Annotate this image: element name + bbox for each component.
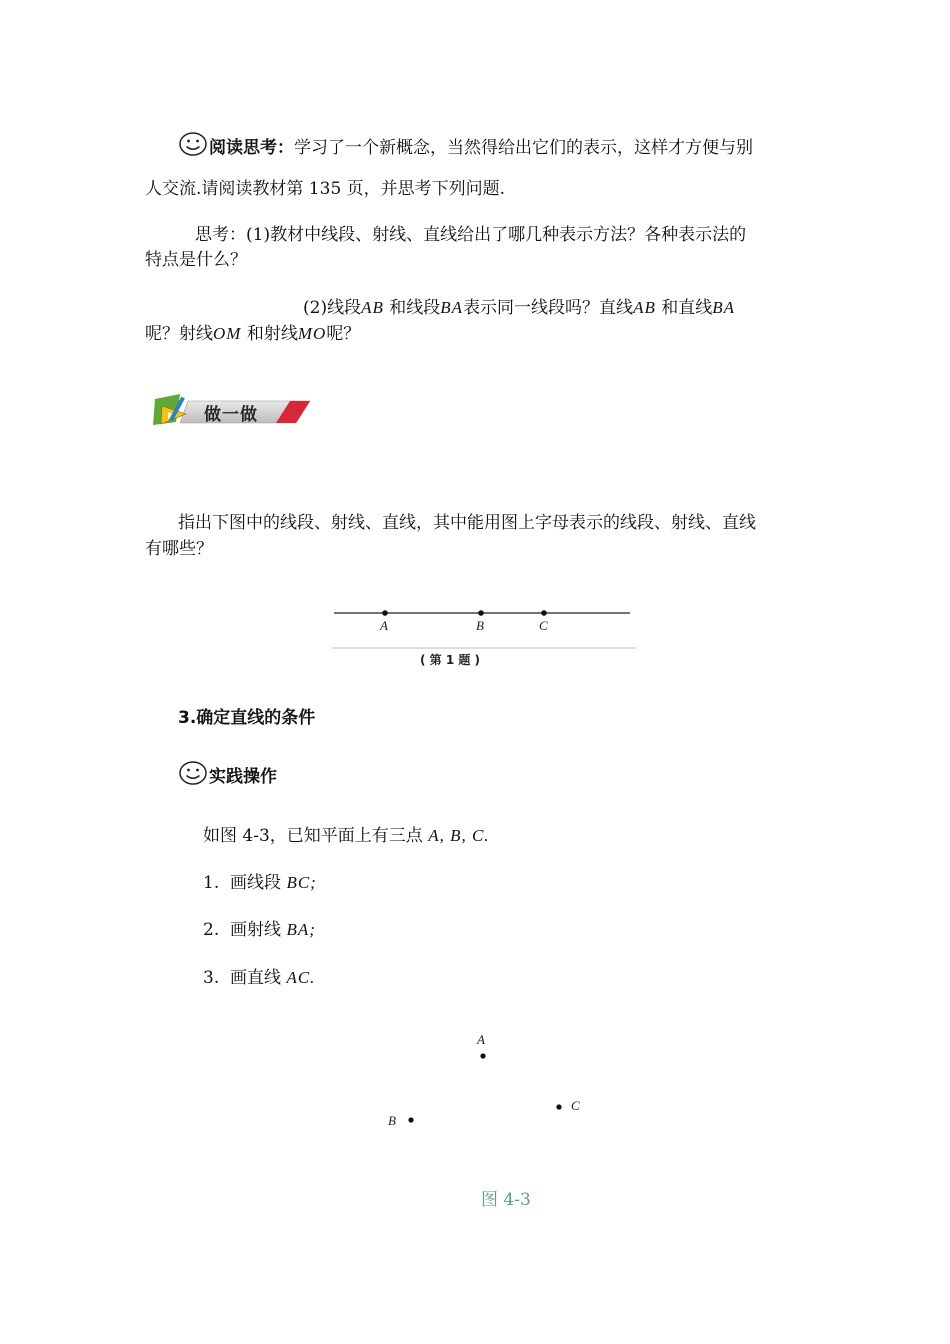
- figure-1-point-c: [541, 610, 547, 616]
- symbol-ba-2: BA: [712, 298, 736, 317]
- q2-text-c: 表示同一线段吗？直线: [463, 298, 634, 318]
- task-item-symbol: AC.: [286, 968, 316, 987]
- task-item: [203, 966, 315, 990]
- q3-text-c: 呢？: [326, 324, 361, 344]
- practice-heading: 实践操作: [209, 767, 277, 787]
- symbol-ab-1: AB: [361, 298, 384, 317]
- task-intro-text: 如图 4-3，已知平面上有三点: [203, 826, 429, 846]
- figure-1-caption: ( 第 1 题 ): [420, 653, 481, 667]
- activity-banner: [150, 392, 312, 432]
- figure-1-label-a: A: [380, 618, 388, 633]
- q3-text-b: 和射线: [246, 324, 298, 344]
- task-item-text: 画直线: [230, 968, 287, 988]
- task-item-symbol: BA;: [286, 920, 316, 939]
- task-item-text: 画射线: [230, 920, 287, 940]
- symbol-mo: MO: [297, 324, 327, 343]
- task-item-symbol: BC;: [286, 873, 317, 892]
- think-line-1: 思考：(1)教材中线段、射线、直线给出了哪几种表示方法？各种表示法的: [195, 225, 747, 245]
- figure-1: [332, 600, 638, 672]
- think-question-3: [145, 322, 360, 346]
- figure-4-3-label-c: C: [571, 1098, 580, 1113]
- figure-4-3-label-b: B: [388, 1113, 396, 1128]
- figure-1-diagram: [332, 600, 638, 652]
- reading-heading: 阅读思考：: [209, 138, 294, 158]
- task-intro: [203, 824, 490, 848]
- q2-text-b: 和线段: [389, 298, 441, 318]
- figure-1-point-b: [478, 610, 484, 616]
- symbol-ab-2: AB: [633, 298, 656, 317]
- symbol-ba-1: BA: [440, 298, 464, 317]
- figure-4-3: [380, 1030, 600, 1140]
- figure-4-3-label-a: A: [477, 1032, 485, 1047]
- figure-4-3-diagram: [380, 1030, 600, 1140]
- task-item-number: 2.: [203, 920, 220, 940]
- smiley-icon: [178, 131, 208, 157]
- practice-heading-row: [178, 760, 277, 789]
- task-intro-points: A, B, C.: [428, 826, 490, 845]
- figure-4-3-point-c: [556, 1104, 561, 1109]
- symbol-om: OM: [213, 324, 242, 343]
- figure-4-3-point-a: [480, 1053, 485, 1058]
- reading-line-1: [178, 131, 753, 160]
- smiley-icon: [178, 760, 208, 786]
- q3-text-a: 呢？射线: [145, 324, 213, 344]
- think-question-2: [303, 296, 735, 320]
- reading-line-2: 人交流.请阅读教材第 135 页，并思考下列问题.: [145, 179, 506, 199]
- think-line-2: 特点是什么？: [145, 250, 247, 270]
- q2-text-d: 和直线: [661, 298, 713, 318]
- task-item-number: 1.: [203, 873, 220, 893]
- figure-1-label-b: B: [476, 618, 484, 633]
- task-item: [203, 918, 316, 942]
- figure-1-point-a: [382, 610, 388, 616]
- figure-4-3-point-b: [408, 1117, 413, 1122]
- banner-label: 做一做: [204, 405, 258, 425]
- task-item: [203, 871, 317, 895]
- task-item-text: 画线段: [230, 873, 287, 893]
- section-3-title: 3.确定直线的条件: [178, 708, 316, 728]
- q2-text-a: (2)线段: [303, 298, 362, 318]
- task-item-number: 3.: [203, 968, 220, 988]
- figure-4-3-caption: 图 4-3: [481, 1190, 531, 1210]
- reading-text-1: 学习了一个新概念，当然得给出它们的表示，这样才方便与别: [294, 138, 753, 158]
- exercise-line-1: 指出下图中的线段、射线、直线，其中能用图上字母表示的线段、射线、直线: [178, 513, 756, 533]
- figure-1-label-c: C: [539, 618, 548, 633]
- exercise-line-2: 有哪些？: [145, 539, 213, 559]
